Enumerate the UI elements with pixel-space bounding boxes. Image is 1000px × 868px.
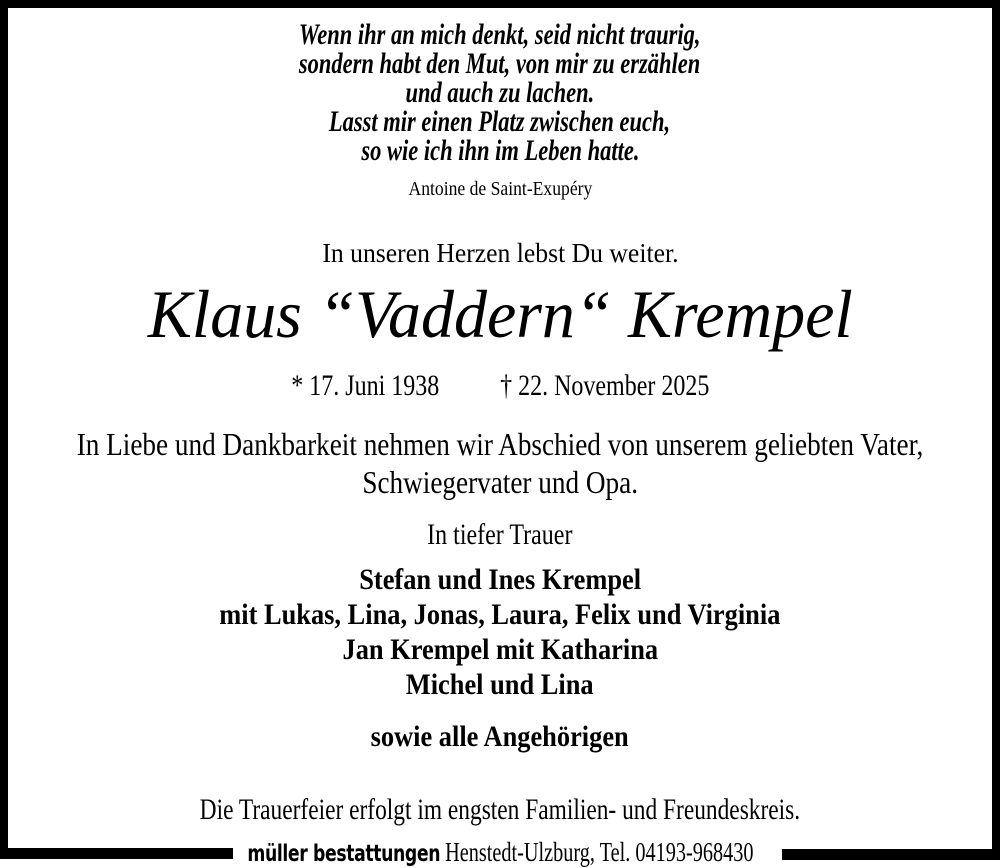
mourner-line: Stefan und Ines Krempel: [359, 563, 641, 596]
farewell-line: In Liebe und Dankbarkeit nehmen wir Abschied von unserem geliebten Vater,: [76, 426, 924, 462]
mourner-line: Jan Krempel mit Katharina: [342, 633, 658, 666]
ceremony-note: Die Trauerfeier erfolgt im engsten Familien- und Freundeskreis.: [199, 793, 801, 826]
quote-line: und auch zu lachen.: [405, 76, 595, 109]
quote-line: Wenn ihr an mich denkt, seid nicht traurig,: [299, 18, 701, 51]
deceased-name: Klaus “Vaddern“ Krempel: [147, 276, 853, 352]
mourners-extra: sowie alle Angehörigen: [370, 720, 630, 753]
life-dates: [0, 368, 1000, 404]
birth-date: * 17. Juni 1938: [290, 369, 439, 402]
quote-line: sondern habt den Mut, von mir zu erzählen: [299, 47, 701, 80]
mourners-list: [0, 562, 1000, 702]
quote-line: Lasst mir einen Platz zwischen euch,: [329, 105, 671, 138]
quote-line: so wie ich ihn im Leben hatte.: [360, 134, 640, 167]
quote-attribution: Antoine de Saint-Exupéry: [408, 178, 592, 200]
memorial-quote: [0, 20, 1000, 165]
mourning-header: In tiefer Trauer: [427, 518, 573, 551]
intro-line: In unseren Herzen lebst Du weiter.: [321, 238, 679, 268]
mourner-line: Michel und Lina: [406, 668, 594, 701]
farewell-line: Schwiegervater und Opa.: [362, 464, 638, 500]
funeral-home-contact: Henstedt-Ulzburg, Tel. 04193-968430: [444, 837, 754, 867]
funeral-home-footer: [0, 837, 1000, 868]
death-date: † 22. November 2025: [499, 369, 710, 402]
farewell-text: [0, 425, 1000, 501]
frame-top-border: [0, 0, 1000, 8]
mourner-line: mit Lukas, Lina, Jonas, Laura, Felix und Virginia: [219, 598, 781, 631]
funeral-home-name: müller bestattungen: [246, 841, 440, 867]
